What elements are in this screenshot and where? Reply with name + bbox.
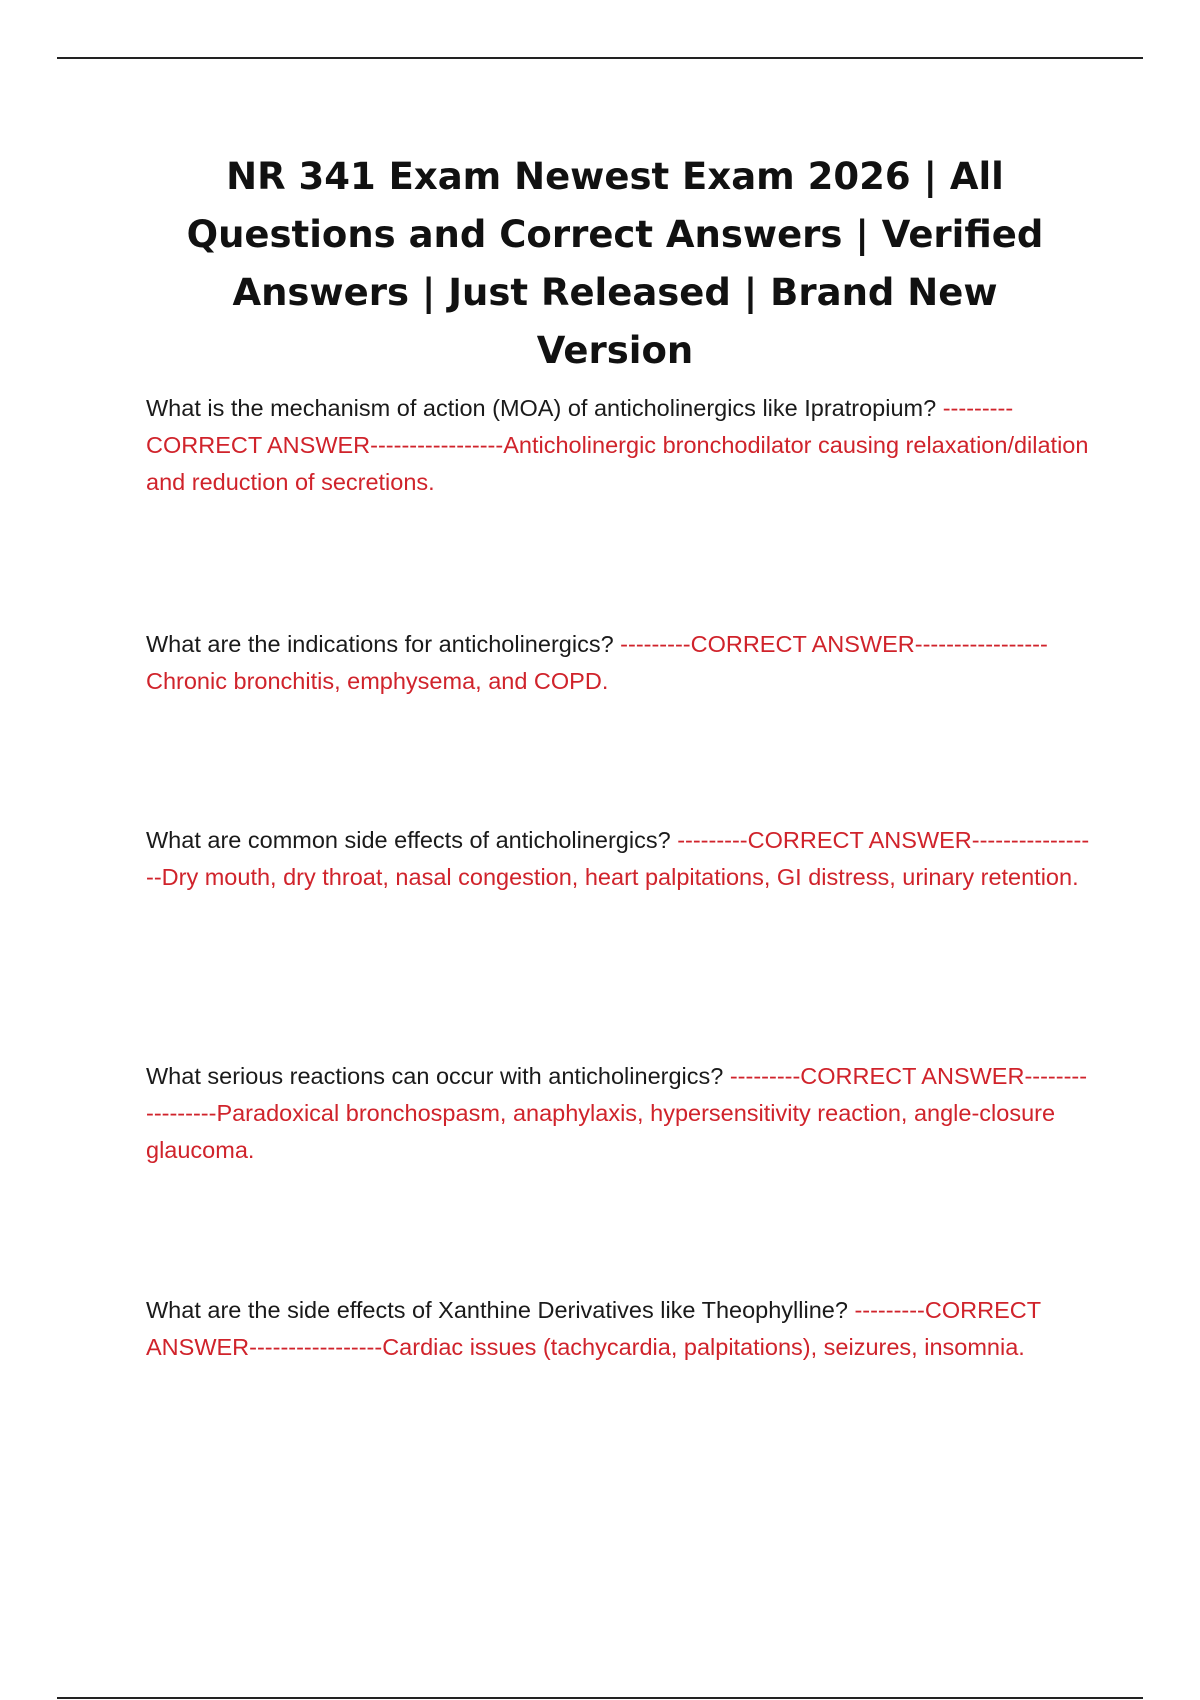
separator-dashes: ----------------- (370, 432, 504, 458)
question-text: What are common side effects of anticholinergics? (146, 827, 678, 853)
qa-item (146, 822, 1091, 896)
top-rule (57, 57, 1143, 59)
answer-text: Cardiac issues (tachycardia, palpitations), seizures, insomnia. (382, 1334, 1025, 1360)
question-text: What is the mechanism of action (MOA) of anticholinergics like Ipratropium? (146, 395, 943, 421)
bottom-rule (57, 1697, 1143, 1699)
answer-text: Dry mouth, dry throat, nasal congestion, heart palpitations, GI distress, urinary retention. (161, 864, 1079, 890)
qa-item (146, 1292, 1091, 1366)
question-text: What are the side effects of Xanthine Derivatives like Theophylline? (146, 1297, 855, 1323)
separator-dashes: ----------------- (146, 1063, 1088, 1126)
qa-item (146, 626, 1091, 700)
correct-answer-label: CORRECT ANSWER (146, 432, 371, 458)
qa-item (146, 1058, 1091, 1169)
separator-dashes: --------- (620, 631, 691, 657)
separator-dashes: --------- (729, 1063, 801, 1089)
separator-dashes: ----------------- (249, 1334, 383, 1360)
answer-text: Paradoxical bronchospasm, anaphylaxis, hypersensitivity reaction, angle-closure glaucoma. (146, 1100, 1056, 1163)
answer-text: Anticholinergic bronchodilator causing relaxation/dilation and reduction of secretions. (146, 432, 1089, 495)
correct-answer-label: CORRECT ANSWER (800, 1063, 1025, 1089)
separator-dashes: --------- (854, 1297, 925, 1323)
correct-answer-label: CORRECT ANSWER (690, 631, 915, 657)
question-text: What serious reactions can occur with anticholinergics? (146, 1063, 730, 1089)
qa-item (146, 390, 1091, 501)
separator-dashes: --------- (677, 827, 748, 853)
question-text: What are the indications for anticholinergics? (146, 631, 621, 657)
separator-dashes: ----------------- (914, 631, 1048, 657)
document-title: NR 341 Exam Newest Exam 2026 | All Questions and Correct Answers | Verified Answers | Just Released | Brand New Version (186, 155, 1044, 372)
separator-dashes: ----------------- (146, 827, 1090, 890)
separator-dashes: --------- (942, 395, 1014, 421)
correct-answer-label: CORRECT ANSWER (747, 827, 972, 853)
correct-answer-label: CORRECT ANSWER (146, 1297, 1041, 1360)
answer-text: Chronic bronchitis, emphysema, and COPD. (146, 668, 609, 694)
